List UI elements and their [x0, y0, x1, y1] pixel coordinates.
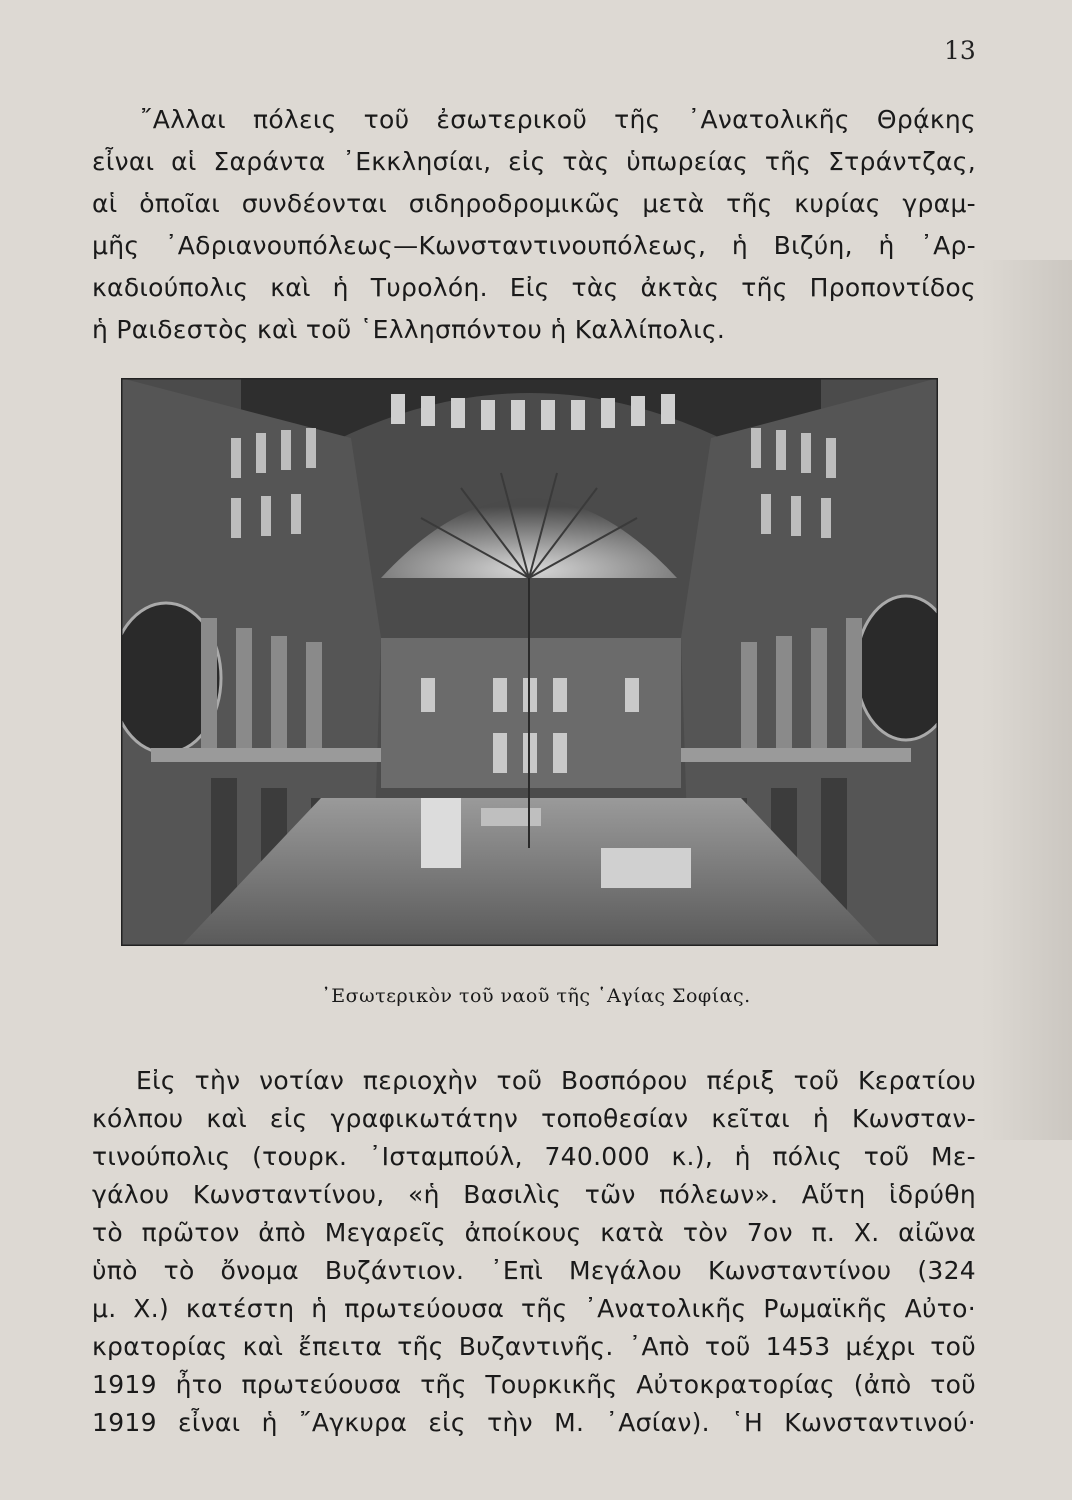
text-line: 1919 ἦτο πρωτεύουσα τῆς Τουρκικῆς Αὐτοκρατορίας (ἀπὸ τοῦ	[92, 1370, 976, 1399]
text-line: αἱ ὁποῖαι συνδέονται σιδηροδρομικῶς μετὰ τῆς κυρίας γραμ-	[92, 189, 976, 218]
text-line: Εἰς τὴν νοτίαν περιοχὴν τοῦ Βοσπόρου πέριξ τοῦ Κερατίου	[136, 1066, 976, 1095]
text-line: τὸ πρῶτον ἀπὸ Μεγαρεῖς ἀποίκους κατὰ τὸν 7ον π. Χ. αἰῶνα	[92, 1218, 976, 1247]
text-line: τινούπολις (τουρκ. ᾿Ισταμπούλ, 740.000 κ.), ἡ πόλις τοῦ Με-	[92, 1142, 976, 1171]
text-line: εἶναι αἱ Σαράντα ᾿Εκκλησίαι, εἰς τὰς ὑπωρείας τῆς Στράντζας,	[92, 147, 976, 176]
text-line: μῆς ᾿Αδριανουπόλεως—Κωνσταντινουπόλεως, ἡ Βιζύη, ἡ ᾿Αρ-	[92, 231, 976, 260]
page-edge-shading	[982, 260, 1072, 1140]
text-line: ὑπὸ τὸ ὄνομα Βυζάντιον. ᾿Επὶ Μεγάλου Κωνσταντίνου (324	[92, 1256, 976, 1285]
photo-caption: ᾿Εσωτερικὸν τοῦ ναοῦ τῆς ῾Αγίας Σοφίας.	[321, 985, 751, 1007]
text-line: κρατορίας καὶ ἔπειτα τῆς Βυζαντινῆς. ᾿Απὸ τοῦ 1453 μέχρι τοῦ	[92, 1332, 976, 1361]
photo-illustration	[121, 378, 938, 946]
text-line: καδιούπολις καὶ ἡ Τυρολόη. Εἰς τὰς ἀκτὰς τῆς Προποντίδος	[92, 273, 976, 302]
text-line: ῎Αλλαι πόλεις τοῦ ἐσωτερικοῦ τῆς ᾿Ανατολικῆς Θρᾴκης	[140, 105, 976, 134]
text-line: 1919 εἶναι ἡ ῎Αγκυρα εἰς τὴν Μ. ᾿Ασίαν). ῾Η Κωνσταντινού·	[92, 1408, 976, 1437]
text-line: μ. Χ.) κατέστη ἡ πρωτεύουσα τῆς ᾿Ανατολικῆς Ρωμαϊκῆς Αὐτο·	[92, 1294, 976, 1323]
hagia-sophia-interior-photo	[121, 378, 938, 946]
page-number: 13	[944, 36, 976, 65]
text-line: κόλπου καὶ εἰς γραφικωτάτην τοποθεσίαν κεῖται ἡ Κωνσταν-	[92, 1104, 976, 1133]
text-line: γάλου Κωνσταντίνου, «ἡ Βασιλὶς τῶν πόλεων». Αὕτη ἱδρύθη	[92, 1180, 976, 1209]
text-line: ἡ Ραιδεστὸς καὶ τοῦ ῾Ελλησπόντου ἡ Καλλίπολις.	[92, 315, 726, 344]
